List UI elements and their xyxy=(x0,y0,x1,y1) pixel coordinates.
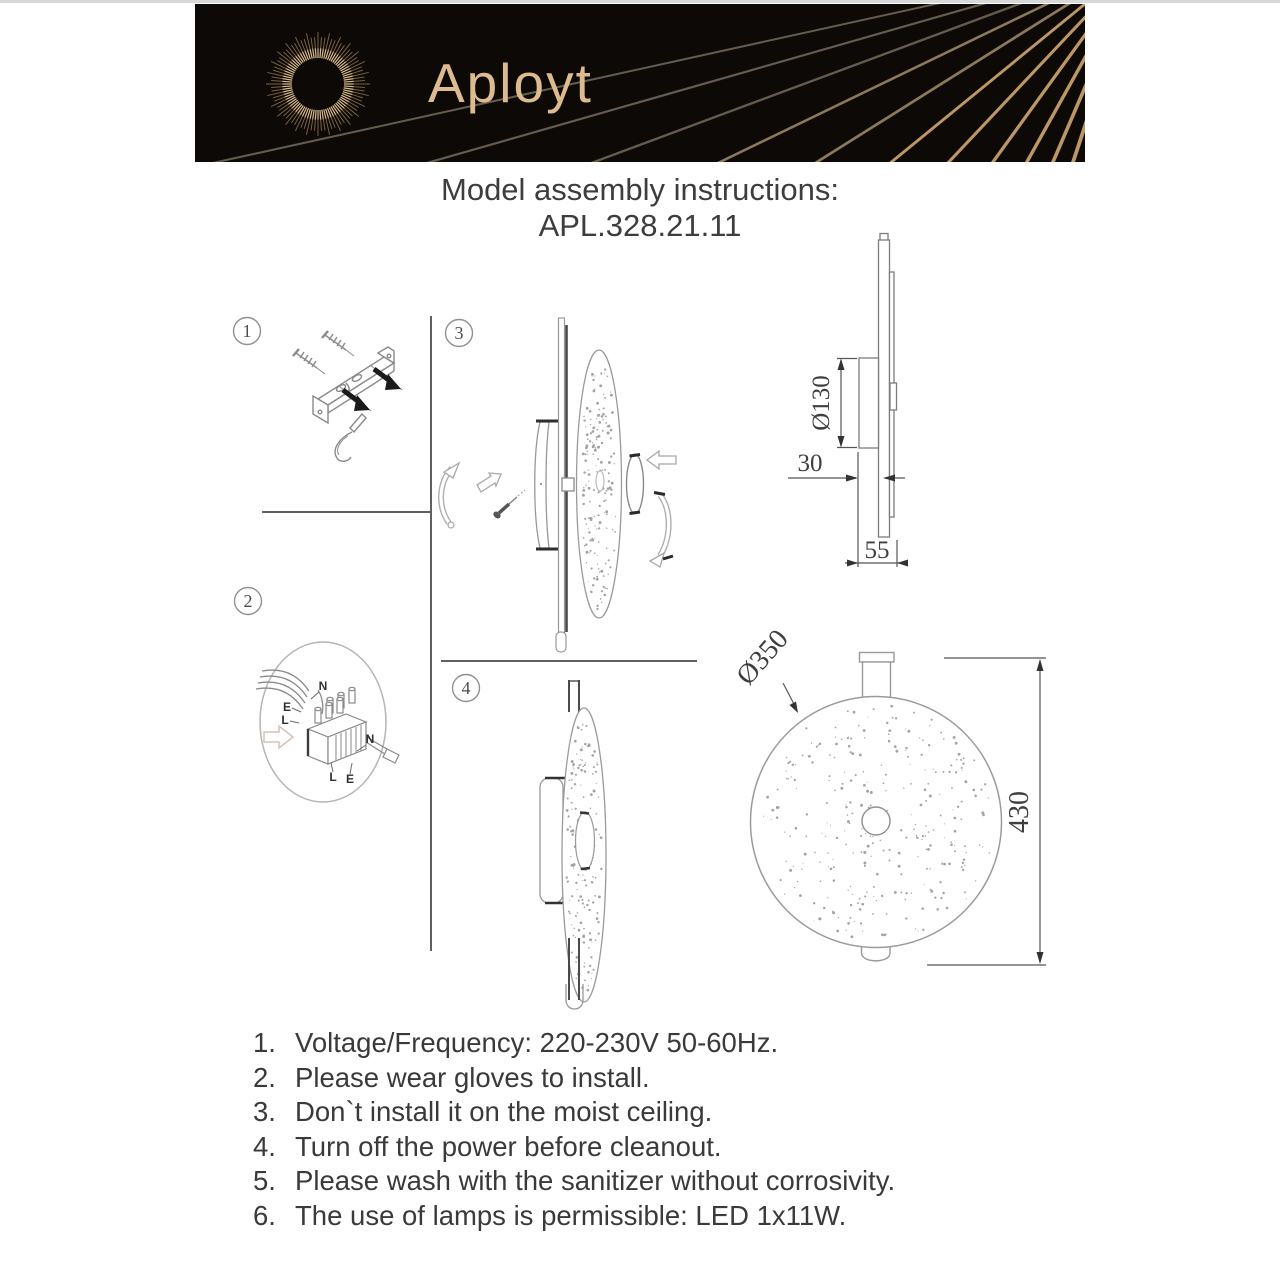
wall-anchor-icon xyxy=(322,331,354,356)
instruction-number: 3. xyxy=(253,1096,276,1128)
front-view-drawing xyxy=(751,653,1002,961)
wall-anchor-icon xyxy=(293,349,325,374)
instruction-text: Don`t install it on the moist ceiling. xyxy=(295,1096,713,1128)
push-arrow-icon xyxy=(477,473,501,492)
wire-label-n: N xyxy=(365,732,375,746)
step-4-badge xyxy=(453,675,480,702)
wire-label-e: E xyxy=(345,772,355,786)
instruction-item xyxy=(253,1095,1093,1130)
direction-arrow-icon xyxy=(264,726,293,748)
dim-height: 430 xyxy=(1004,791,1035,833)
rotate-arrow-icon xyxy=(441,463,459,528)
svg-text:2: 2 xyxy=(243,591,253,611)
instruction-number: 4. xyxy=(253,1130,276,1162)
mounting-bracket xyxy=(313,347,394,423)
wire-label-n: N xyxy=(318,679,328,693)
terminal-pin xyxy=(337,697,343,713)
instruction-text: Turn off the power before cleanout. xyxy=(295,1130,722,1162)
dim-wall-offset: 30 xyxy=(797,450,823,477)
dim-driver-diameter: Ø130 xyxy=(808,375,835,431)
instruction-item xyxy=(253,1061,1093,1096)
driver-housing xyxy=(540,778,565,903)
spring-clip-icon xyxy=(335,432,352,461)
instruction-text: Voltage/Frequency: 220-230V 50-60Hz. xyxy=(295,1027,779,1058)
mounting-plate xyxy=(556,318,574,652)
instruction-number: 1. xyxy=(253,1027,276,1058)
peg-icon xyxy=(350,414,366,432)
instruction-text: Please wear gloves to install. xyxy=(295,1061,650,1093)
terminal-pin xyxy=(349,687,355,703)
step-4-diagram-assembled xyxy=(540,680,606,1009)
svg-text:4: 4 xyxy=(461,678,471,698)
instruction-number: 2. xyxy=(253,1061,276,1093)
step-3-badge xyxy=(446,320,473,347)
instruction-item xyxy=(253,1199,1093,1234)
step-3-diagram-exploded xyxy=(441,318,676,652)
instruction-text: The use of lamps is permissible: LED 1x11W. xyxy=(295,1199,847,1231)
model-code: APL.328.21.11 xyxy=(538,208,742,243)
step-1-diagram-bracket xyxy=(293,331,402,461)
wire-label-l: L xyxy=(281,713,289,727)
screw-icon xyxy=(492,490,525,520)
brand-name: Aployt xyxy=(428,52,593,114)
instruction-text: Please wash with the sanitizer without corrosivity. xyxy=(295,1165,896,1197)
driver-housing xyxy=(535,421,558,549)
instruction-number: 5. xyxy=(253,1165,276,1197)
instruction-item xyxy=(253,1164,1093,1199)
instruction-item xyxy=(253,1130,1093,1165)
stone-diffuser-disc xyxy=(577,350,622,618)
dim-plate-diameter: Ø350 xyxy=(730,623,795,692)
instruction-list xyxy=(253,1026,1093,1234)
svg-text:1: 1 xyxy=(242,321,252,341)
wire-label-e: E xyxy=(282,700,292,714)
instruction-item xyxy=(253,1026,1093,1061)
wire-label-l: L xyxy=(329,770,337,784)
step-2-badge xyxy=(235,588,262,615)
push-arrow-icon xyxy=(647,451,676,469)
page-title: Model assembly instructions: xyxy=(441,172,839,207)
step-2-diagram-wiring xyxy=(256,642,399,802)
svg-text:3: 3 xyxy=(454,323,464,343)
terminal-pin xyxy=(326,702,332,718)
terminal-pin xyxy=(315,707,321,723)
step-1-badge xyxy=(234,318,261,345)
lock-ring xyxy=(627,455,644,514)
dim-depth: 55 xyxy=(864,537,890,564)
side-view-drawing xyxy=(859,234,897,538)
rotate-arrow-icon xyxy=(650,493,673,568)
instruction-number: 6. xyxy=(253,1199,276,1231)
